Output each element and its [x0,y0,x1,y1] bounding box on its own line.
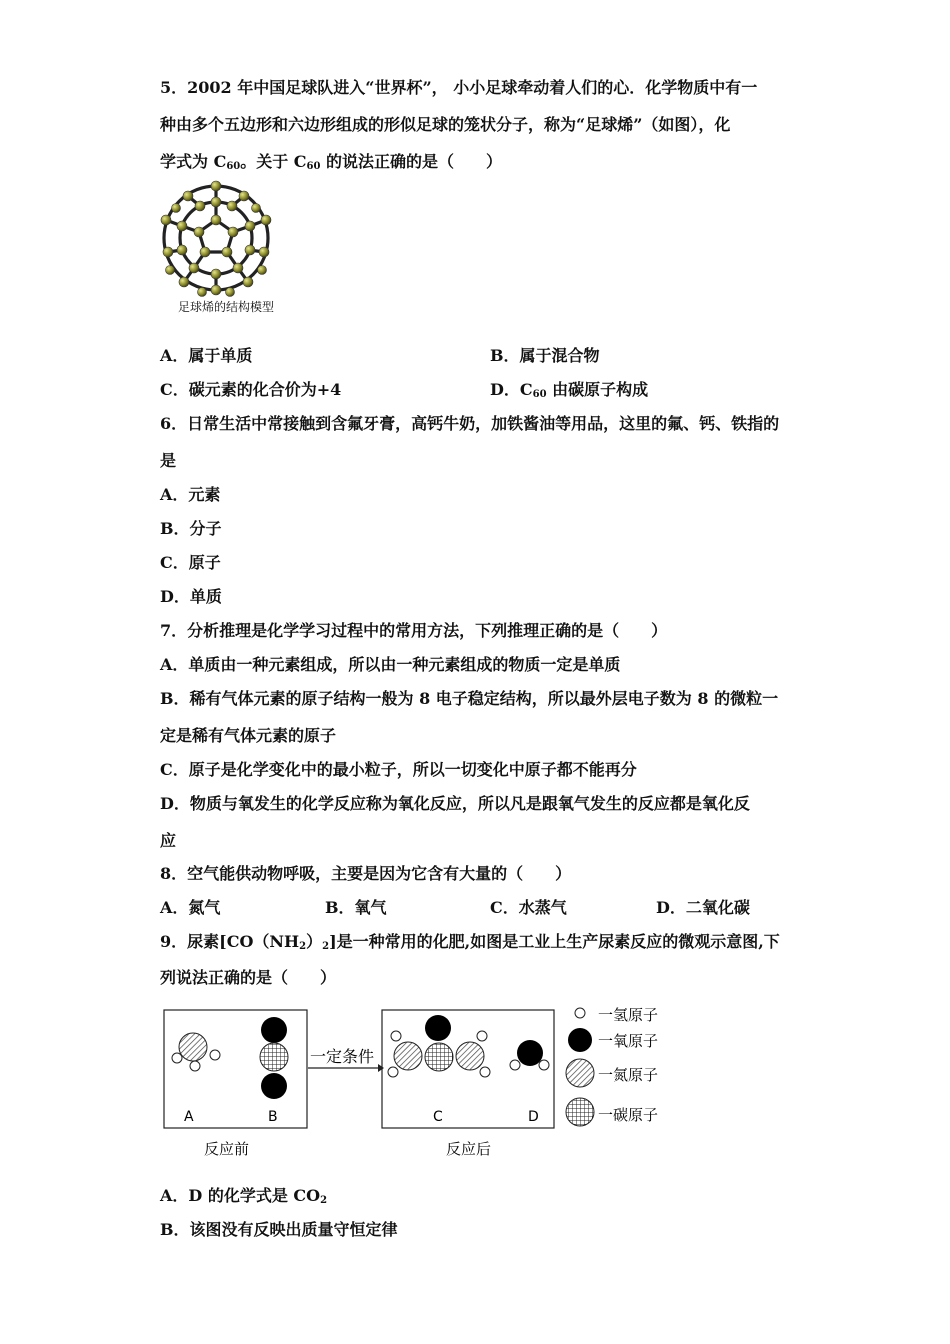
q5-option-d-sub: 60 [532,389,547,400]
q7-option-b-line2: 定是稀有气体元素的原子 [160,726,337,745]
q9-line1-c: ]是一种常用的化肥,如图是工业上生产尿素反应的微观示意图,下 [329,932,780,951]
q7-option-b-line1: B．稀有气体元素的原子结构一般为 8 电子稳定结构，所以最外层电子数为 8 的微粒一 [160,689,779,708]
q6-option-d: D．单质 [160,587,222,606]
legend-nitrogen-swatch [566,1059,594,1087]
molecule-d [510,1040,549,1070]
legend-carbon-swatch [566,1098,594,1126]
q6-option-b: B．分子 [160,519,222,538]
arrow-label: 一定条件 [310,1047,375,1066]
q8-option-a: A．氮气 [160,898,221,917]
legend-carbon: 一碳原子 [598,1106,659,1124]
q9-line1-a: 9．尿素[CO（NH [160,932,300,951]
after-label: 反应后 [446,1140,492,1158]
q9-option-a-text: A．D 的化学式是 CO [160,1186,321,1205]
q5-line2: 种由多个五边形和六边形组成的形似足球的笼状分子，称为“足球烯”（如图），化 [160,115,731,134]
q9-line2: 列说法正确的是（ ） [160,968,337,987]
reaction-arrowhead [378,1064,384,1072]
label-c: C [433,1109,443,1125]
q5-option-b: B．属于混合物 [490,346,600,365]
q6-option-a: A．元素 [160,485,221,504]
legend-oxygen: 一氧原子 [598,1032,659,1050]
q5-option-d-b: 由碳原子构成 [546,380,649,399]
legend-oxygen-swatch [568,1028,592,1052]
legend-nitrogen: 一氮原子 [598,1066,659,1084]
q5-line3-b: 。关于 C [240,152,307,171]
q8-option-c: C．水蒸气 [490,898,567,917]
reaction-diagram [160,1000,690,1165]
q8-option-b: B．氧气 [325,898,387,917]
q5-option-d [490,380,648,400]
label-a: A [184,1109,194,1125]
q9-option-a-sub: 2 [320,1195,328,1206]
q9-line1 [160,932,780,952]
fullerene-atoms [161,181,271,297]
q9-option-a [160,1186,327,1206]
q5-line3 [160,152,502,172]
q9-line1-b: ） [306,932,323,951]
fullerene-figure [158,180,278,298]
molecule-c [388,1015,490,1077]
before-label: 反应前 [204,1140,250,1158]
molecule-b [260,1017,288,1099]
q7-option-d-line2: 应 [160,831,177,850]
q7-line1: 7．分析推理是化学学习过程中的常用方法，下列推理正确的是（ ） [160,621,668,640]
q8-line1: 8．空气能供动物呼吸，主要是因为它含有大量的（ ） [160,864,572,883]
q6-line2: 是 [160,451,177,470]
q5-line1: 5．2002 年中国足球队进入“世界杯”， 小小足球牵动着人们的心．化学物质中有一 [160,78,758,97]
label-b: B [268,1109,278,1125]
q6-option-c: C．原子 [160,553,221,572]
label-d: D [528,1109,539,1125]
q9-line1-sub2: 2 [322,941,330,952]
q5-line3-sub2: 60 [306,161,321,172]
q5-option-d-a: D．C [490,380,533,399]
q5-option-a: A．属于单质 [160,346,253,365]
q5-line3-c: 的说法正确的是（ ） [320,152,503,171]
q9-line1-sub: 2 [299,941,307,952]
q7-option-d-line1: D．物质与氧发生的化学反应称为氧化反应，所以凡是跟氧气发生的反应都是氧化反 [160,794,750,813]
q9-option-b: B．该图没有反映出质量守恒定律 [160,1220,398,1239]
q5-line3-a: 学式为 C [160,152,227,171]
molecule-a [172,1033,220,1071]
legend-hydrogen: 一氢原子 [598,1006,659,1024]
legend [566,1006,658,1126]
q5-option-c: C．碳元素的化合价为+4 [160,380,342,399]
q7-option-a: A．单质由一种元素组成，所以由一种元素组成的物质一定是单质 [160,655,621,674]
q6-line1: 6．日常生活中常接触到含氟牙膏，高钙牛奶，加铁酱油等用品，这里的氟、钙、铁指的 [160,414,780,433]
q8-option-d: D．二氧化碳 [656,898,750,917]
fullerene-caption: 足球烯的结构模型 [178,300,275,314]
q7-option-c: C．原子是化学变化中的最小粒子，所以一切变化中原子都不能再分 [160,760,637,779]
q5-line3-sub1: 60 [226,161,241,172]
legend-hydrogen-swatch [575,1008,585,1018]
